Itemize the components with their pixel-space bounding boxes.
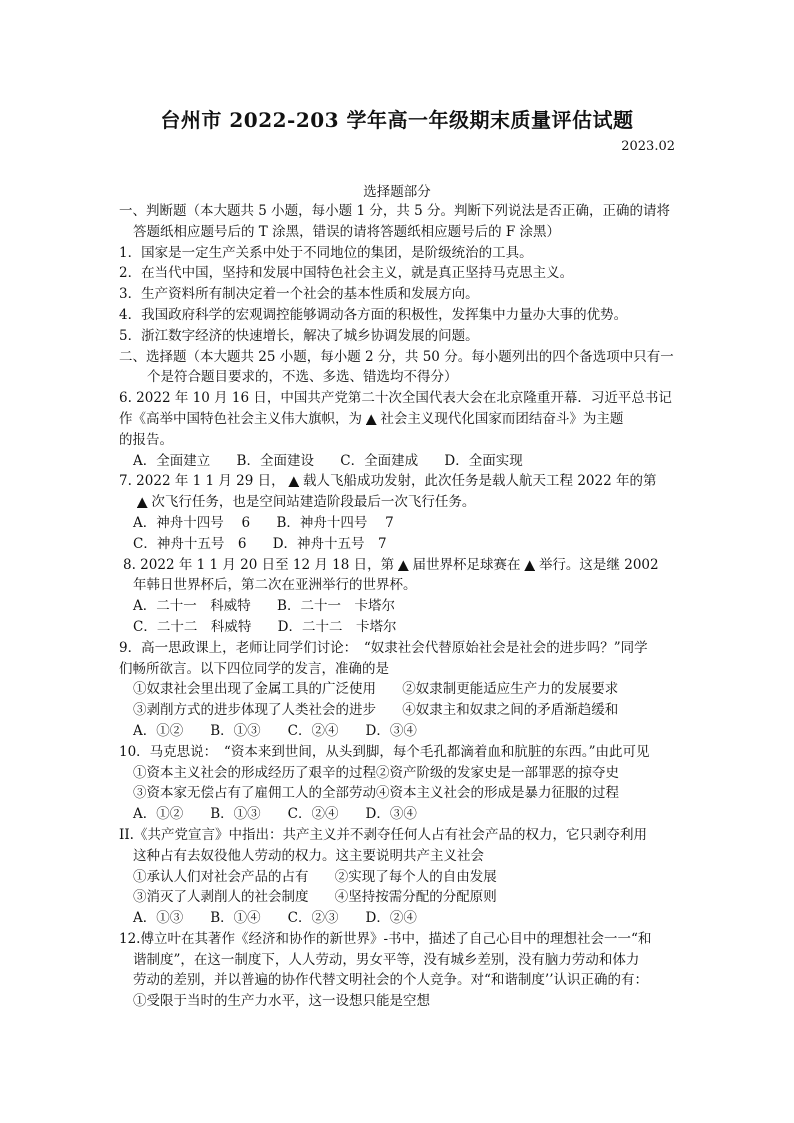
question-8 [119,555,679,576]
statement-1: ①承认人们对社会产品的占有 [133,868,309,885]
question-text: 次飞行任务，也是空间站建造阶段最后一次飞行任务。 [151,494,476,511]
question-text: 劳动的差别，并以普遍的协作代替文明社会的个人竞争。对“和谐制度’’认识正确的有： [133,972,648,989]
question-11: II.《共产党宣言》中指出：共产主义并不剥夺任何人占有社会产品的权力，它只剥夺利用 [119,826,647,843]
section-heading-cont: 答题纸相应题号后的 T 涂黑，错误的请将答题纸相应题号后的 F 涂黑） [133,223,561,240]
option-d: D．神舟十五号 7 [272,535,387,552]
question-text: 这种占有去奴役他人劳动的权力。这主要说明共产主义社会 [133,847,484,864]
section-heading: 一、判断题（本大题共 5 小题，每小题 1 分，共 5 分。判断下列说法是否正确，正确的请将 [119,203,671,219]
options-row [119,451,679,472]
question-10: 10．马克思说： “资本来到世间，从头到脚，每个毛孔都滴着血和肮脏的东西。”由此可见 [119,743,650,760]
options-row [119,513,679,534]
statements-row [119,700,679,721]
exam-date: 2023.02 [621,139,675,154]
question-text: 谐制度”，在这一制度下，人人劳动，男女平等，没有城乡差别，没有脑力劳动和体力 [133,951,640,968]
answer-blank: ▲ [524,556,535,573]
options-row [119,617,679,638]
options-row [119,534,679,555]
answer-blank: ▲ [288,473,300,490]
statement-3: ③消灭了人剥削人的社会制度 [133,889,309,906]
question-12: 12.傅立叶在其著作《经济和协作的新世界》-书中，描述了自己心目中的理想社会一一“和 [119,930,652,947]
question-text: 7. 2022 年 1 1 月 29 日， [119,473,285,490]
option-a: A．神舟十四号 6 [133,514,251,531]
question-6-line [119,409,679,430]
answer-blank: ▲ [398,556,409,573]
statement-4: ④奴隶主和奴隶之间的矛盾渐趋缓和 [402,702,619,719]
judge-item: 1．国家是一定生产关系中处于不同地位的集团，是阶级统治的工具。 [119,244,533,261]
statement-1: ①受限于当时的生产力水平，这一设想只能是空想 [133,993,430,1010]
question-text: 8. 2022 年 1 1 月 20 日至 12 月 18 日，第 [123,556,395,573]
options-row [119,596,679,617]
statement-1: ①奴隶社会里出现了金属工具的广泛使用 [133,681,376,698]
option-d: D．全面实现 [444,452,523,469]
answer-blank: ▲ [137,494,148,511]
statements-row [119,679,679,700]
statements-row: ③资本家无偿占有了雇佣工人的全部劳动④资本主义社会的形成是暴力征服的过程 [133,785,619,802]
question-body [119,201,679,1012]
question-9: 9．高一思政课上，老师让同学们讨论： “奴隶社会代替原始社会是社会的进步吗？”同学 [119,639,648,656]
option-b: B．二十一 卡塔尔 [277,598,395,615]
option-b: B．全面建设 [236,452,314,469]
option-a: A．全面建立 [133,452,211,469]
statement-3: ③剥削方式的进步体现了人类社会的进步 [133,702,376,719]
options-row: A．①② B．①③ C．②④ D．③④ [133,806,417,823]
question-text: 届世界杯足球赛在 [412,556,521,573]
question-text: 年韩日世界杯后，第二次在亚洲举行的世界杯。 [133,577,417,594]
judge-item: 2．在当代中国，坚持和发展中国特色社会主义，就是真正坚持马克思主义。 [119,265,574,282]
page-title: 台州市 2022-203 学年高一年级期末质量评估试题 [160,108,634,132]
section-heading-cont: 个是符合题目要求的，不选、多选、错选均不得分） [147,369,458,386]
question-text: 的报告。 [119,431,173,448]
judge-item: 4．我国政府科学的宏观调控能够调动各方面的积极性，发挥集中力量办大事的优势。 [119,306,628,323]
statement-2: ②实现了每个人的自由发展 [334,868,497,885]
statements-row [119,887,679,908]
question-7 [119,471,679,492]
option-b: B．神舟十四号 7 [276,514,394,531]
statements-row: ①资本主义社会的形成经历了艰辛的过程②资产阶级的发家史是一部罪恶的掠夺史 [133,764,619,781]
question-text: 载人飞船成功发射，此次任务是载人航天工程 2022 年的第 [303,473,657,490]
statements-row [119,867,679,888]
options-row: A．①② B．①③ C．②④ D．③④ [133,722,417,739]
answer-blank: ▲ [366,410,377,427]
section-heading: 二、选择题（本大题共 25 小题，每小题 2 分，共 50 分。每小题列出的四个备选项中只有一 [119,348,674,365]
section-title: 选择题部分 [363,184,431,200]
question-text: 举行。这是继 2002 [538,556,659,573]
statement-4: ④坚持按需分配的分配原则 [334,889,497,906]
question-6: 6. 2022 年 10 月 16 日，中国共产党第二十次全国代表大会在北京隆重开幕．习近平总书记 [119,390,672,407]
option-d: D．二十二 卡塔尔 [277,618,397,635]
judge-item: 3．生产资料所有制决定着一个社会的基本性质和发展方向。 [119,286,479,303]
question-text: 社会主义现代化国家而团结奋斗》为主题 [380,410,624,427]
option-c: C．二十二 科威特 [133,618,252,635]
question-text: 作《高举中国特色社会主义伟大旗帜，为 [119,410,362,427]
statement-2: ②奴隶制更能适应生产力的发展要求 [402,681,619,698]
question-text: 们畅所欲言。以下四位同学的发言，准确的是 [119,660,389,677]
options-row: A．①③ B．①④ C．②③ D．②④ [133,910,417,927]
option-c: C．全面建成 [340,452,419,469]
option-c: C．神舟十五号 6 [133,535,247,552]
option-a: A．二十一 科威特 [133,598,251,615]
question-7-line [119,492,679,513]
judge-item: 5．浙江数字经济的快速增长，解决了城乡协调发展的问题。 [119,327,479,344]
